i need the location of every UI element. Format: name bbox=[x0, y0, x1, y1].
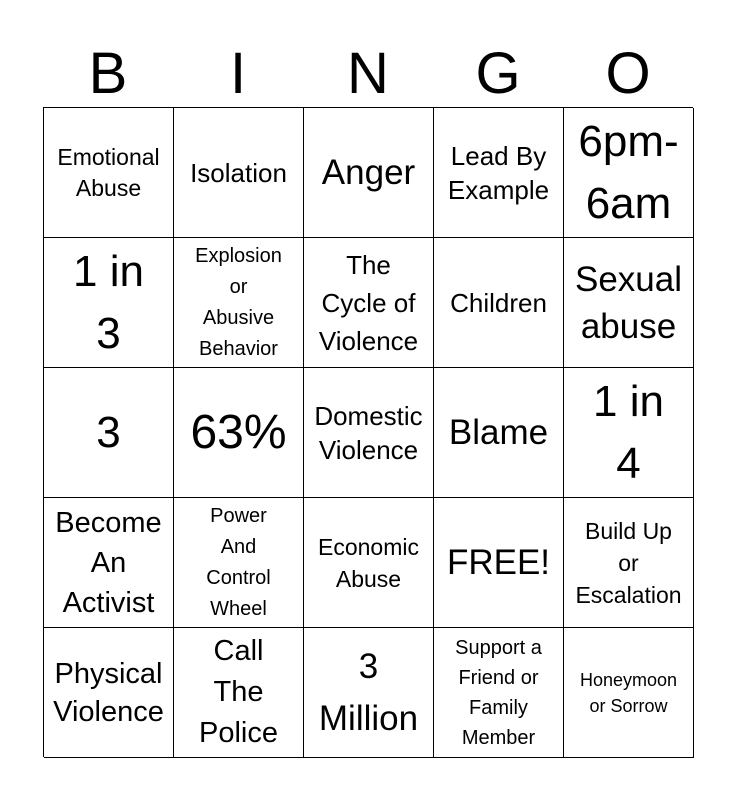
bingo-cell[interactable] bbox=[44, 108, 174, 238]
bingo-cell[interactable] bbox=[174, 498, 304, 628]
bingo-cell[interactable] bbox=[174, 238, 304, 368]
bingo-grid bbox=[43, 107, 693, 757]
bingo-cell[interactable] bbox=[304, 238, 434, 368]
bingo-cell[interactable] bbox=[44, 628, 174, 758]
cell-text: 1 in 4 bbox=[593, 376, 664, 488]
bingo-cell[interactable] bbox=[304, 498, 434, 628]
bingo-cell[interactable] bbox=[564, 628, 694, 758]
cell-text: Support a Friend or Family Member bbox=[455, 636, 542, 749]
header-letter-i: I bbox=[229, 41, 247, 106]
header-letter-g: G bbox=[475, 41, 521, 106]
bingo-cell[interactable] bbox=[174, 628, 304, 758]
header-letter-o: O bbox=[605, 41, 651, 106]
cell-text: Domestic Violence bbox=[314, 400, 423, 465]
cell-text: 3 Million bbox=[318, 646, 419, 738]
bingo-cell[interactable] bbox=[174, 108, 304, 238]
cell-text: FREE! bbox=[446, 542, 551, 582]
bingo-cell[interactable] bbox=[304, 628, 434, 758]
cell-text: Anger bbox=[321, 152, 416, 192]
cell-text: Become An Activist bbox=[55, 506, 162, 619]
bingo-cell[interactable] bbox=[564, 108, 694, 238]
cell-text: The Cycle of Violence bbox=[318, 249, 419, 356]
cell-text: Power And Control Wheel bbox=[206, 504, 271, 620]
cell-text: Blame bbox=[448, 412, 549, 452]
bingo-cell[interactable] bbox=[44, 368, 174, 498]
cell-text: 6pm- 6am bbox=[578, 116, 679, 228]
cell-text: Children bbox=[450, 287, 547, 318]
header-letter-b: B bbox=[88, 41, 128, 106]
bingo-cell[interactable] bbox=[564, 498, 694, 628]
bingo-cell[interactable] bbox=[174, 368, 304, 498]
cell-text: Physical Violence bbox=[53, 657, 164, 728]
cell-text: 63% bbox=[190, 405, 287, 459]
bingo-cell[interactable] bbox=[434, 238, 564, 368]
bingo-cell[interactable] bbox=[304, 368, 434, 498]
cell-text: Emotional Abuse bbox=[57, 143, 160, 201]
header-letter-n: N bbox=[347, 41, 389, 106]
bingo-header bbox=[43, 40, 693, 108]
cell-text: 1 in 3 bbox=[73, 246, 144, 358]
cell-text: Explosion or Abusive Behavior bbox=[195, 244, 282, 360]
cell-text: Honeymoon or Sorrow bbox=[579, 669, 678, 716]
cell-text: Lead By Example bbox=[447, 140, 550, 205]
bingo-cell[interactable] bbox=[434, 368, 564, 498]
bingo-cell[interactable] bbox=[44, 238, 174, 368]
cell-text: Call The Police bbox=[199, 635, 278, 749]
bingo-cell[interactable] bbox=[564, 238, 694, 368]
bingo-cell[interactable] bbox=[434, 498, 564, 628]
cell-text: Isolation bbox=[190, 157, 287, 188]
bingo-cell[interactable] bbox=[564, 368, 694, 498]
bingo-cell[interactable] bbox=[44, 498, 174, 628]
cell-text: Sexual abuse bbox=[574, 259, 683, 346]
bingo-cell[interactable] bbox=[434, 628, 564, 758]
bingo-cell[interactable] bbox=[304, 108, 434, 238]
cell-text: 3 bbox=[96, 407, 121, 457]
bingo-cell[interactable] bbox=[434, 108, 564, 238]
cell-text: Economic Abuse bbox=[318, 533, 419, 592]
cell-text: Build Up or Escalation bbox=[575, 517, 682, 608]
